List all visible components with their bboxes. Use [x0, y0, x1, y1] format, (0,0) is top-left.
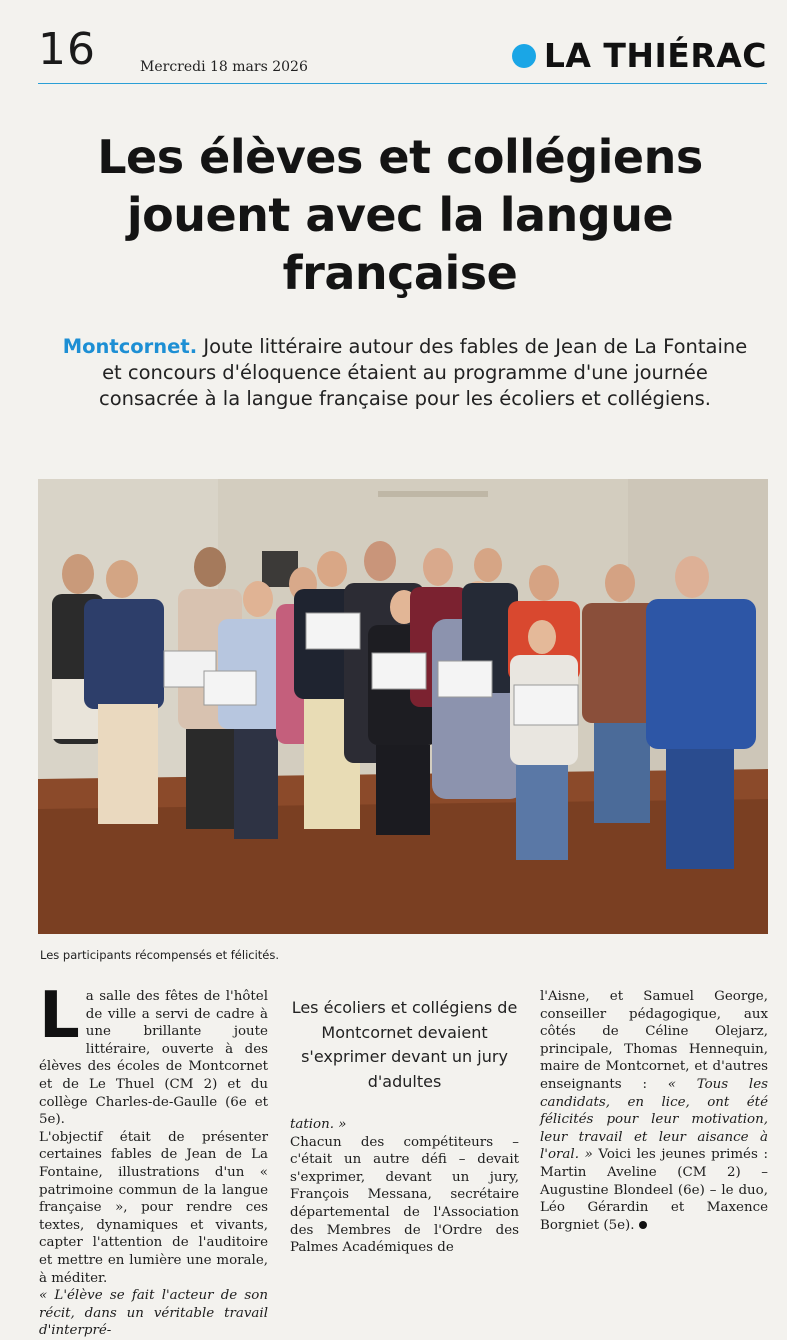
- end-mark-icon: [639, 1221, 647, 1229]
- article-quote-end: tation. »: [290, 1117, 347, 1132]
- article-column-2: [290, 988, 519, 1257]
- article-paragraph: a salle des fêtes de l'hôtel de ville a servi de cadre à une brillante joute littéraire, ouverte à des élèves des écoles de Montcornet et de Le Thuel (CM 2) et du collège Charles-de-Gaulle (6e et 5e).: [39, 989, 268, 1128]
- article-column-1: [39, 979, 268, 1340]
- lead-paragraph: [60, 334, 750, 412]
- article-paragraph: [540, 988, 768, 1234]
- header-rule: [38, 83, 767, 84]
- dropcap: L: [39, 979, 80, 1053]
- lead-text: Joute littéraire autour des fables de Jean de La Fontaine et concours d'éloquence étaient au programme d'une journée consacrée à la langue française pour les écoliers et collégiens.: [99, 335, 748, 410]
- section-title: LA THIÉRAC: [543, 36, 767, 75]
- headline: Les élèves et collégiens jouent avec la langue française: [97, 130, 703, 300]
- article-paragraph: L'objectif était de présenter certaines fables de Jean de La Fontaine, illustrations d'un « patrimoine commun de la langue française », pour rendre ces textes, dynamiques et vivants, capter l'attention de l'auditoire et mettre en lumière une morale, à méditer.: [39, 1129, 268, 1286]
- article-text: l'Aisne, et Samuel George, conseiller pédagogique, aux côtés de Céline Olejarz, principale, Thomas Hennequin, maire de Montcornet, et d'autres enseignants :: [540, 989, 768, 1092]
- bullet-dot-icon: [512, 44, 536, 68]
- article-quote: « L'élève se fait l'acteur de son récit, dans un véritable travail d'interpré-: [39, 1288, 268, 1339]
- page-number: 16: [38, 24, 96, 75]
- pull-quote: Les écoliers et collégiens de Montcornet devaient s'exprimer devant un jury d'adultes: [291, 998, 518, 1091]
- section-label: [512, 36, 767, 75]
- group-photo: [38, 479, 768, 934]
- article-quote: « Tous les candidats, en lice, ont été félicités pour leur motivation, leur travail et leur aisance à l'oral. »: [540, 1076, 768, 1163]
- article-column-3: [540, 988, 768, 1234]
- photo-caption: Les participants récompensés et félicités.: [40, 948, 280, 962]
- lead-place: Montcornet.: [62, 335, 198, 358]
- article-text: Voici les jeunes primés : Martin Aveline (CM 2) – Augustine Blondeel (6e) – le duo, Léo Gérardin et Maxence Borgniet (5e).: [540, 1147, 768, 1233]
- group-photo-illustration: [38, 479, 768, 934]
- issue-date: Mercredi 18 mars 2026: [140, 59, 308, 75]
- article-paragraph: Chacun des compétiteurs – c'était un autre défi – devait s'exprimer, devant un jury, François Messana, secrétaire départemental de l'Association des Membres de l'Ordre des Palmes Académiques de: [290, 1134, 519, 1256]
